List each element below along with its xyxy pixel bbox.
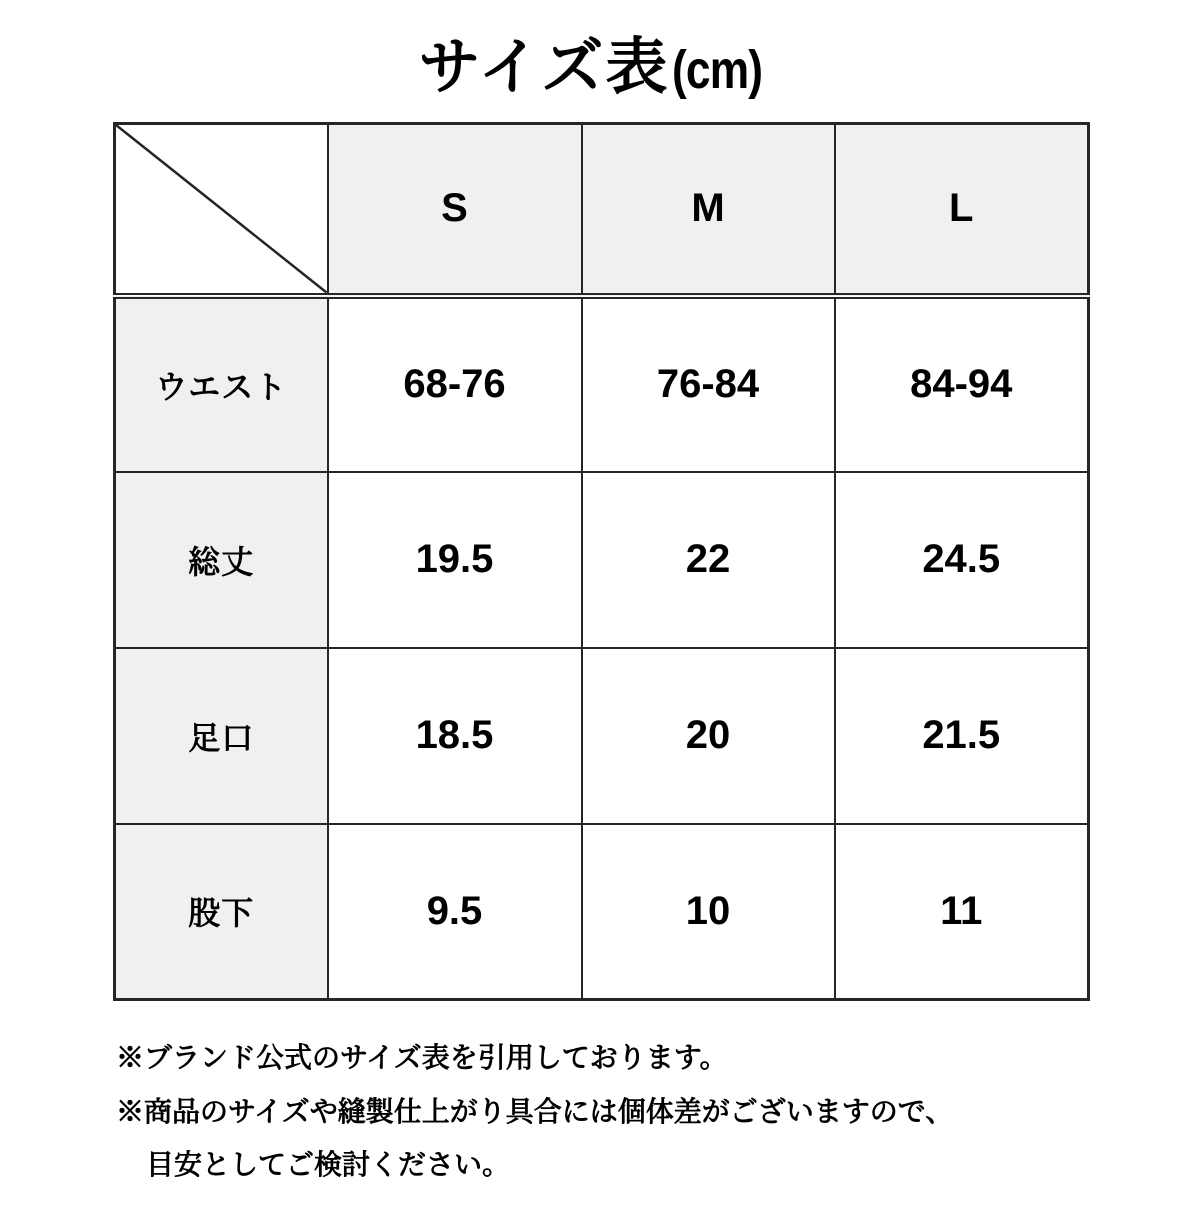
table-row-inseam [115, 824, 1089, 1000]
cell-total-length-m: 22 [582, 472, 835, 648]
page-title-text: サイズ表 [418, 33, 670, 102]
page-title-unit: (cm) [671, 40, 762, 100]
cell-total-length-s: 19.5 [328, 472, 582, 648]
cell-waist-l: 84-94 [835, 296, 1089, 472]
footnote-source: ※ブランド公式のサイズ表を引用しております。 [116, 1042, 728, 1073]
cell-total-length-l: 24.5 [835, 472, 1089, 648]
table-row-waist [115, 296, 1089, 472]
row-label-inseam: 股下 [115, 824, 328, 1000]
table-row-leg-opening [115, 648, 1089, 824]
column-header-l: L [835, 124, 1089, 296]
footnote-variance: ※商品のサイズや縫製仕上がり具合には個体差がございますので、 [116, 1095, 954, 1127]
cell-waist-m: 76-84 [582, 296, 835, 472]
cell-inseam-l: 11 [835, 824, 1089, 1000]
cell-leg-opening-s: 18.5 [328, 648, 582, 824]
footnote-variance-continuation: 目安としてご検討ください。 [146, 1149, 511, 1181]
row-label-waist: ウエスト [115, 296, 328, 472]
column-header-m: M [582, 124, 835, 296]
cell-waist-s: 68-76 [328, 296, 582, 472]
table-row-total-length [115, 472, 1089, 648]
cell-leg-opening-m: 20 [582, 648, 835, 824]
column-header-s: S [328, 124, 582, 296]
row-label-total-length: 総丈 [115, 472, 328, 648]
page-title [0, 26, 1200, 110]
cell-inseam-s: 9.5 [328, 824, 582, 1000]
diagonal-line-icon [116, 125, 327, 293]
header-row [115, 124, 1089, 296]
footnotes [116, 1041, 1200, 1182]
cell-inseam-m: 10 [582, 824, 835, 1000]
corner-cell [115, 124, 328, 296]
row-label-leg-opening: 足口 [115, 648, 328, 824]
cell-leg-opening-l: 21.5 [835, 648, 1089, 824]
size-table [113, 122, 1090, 1001]
